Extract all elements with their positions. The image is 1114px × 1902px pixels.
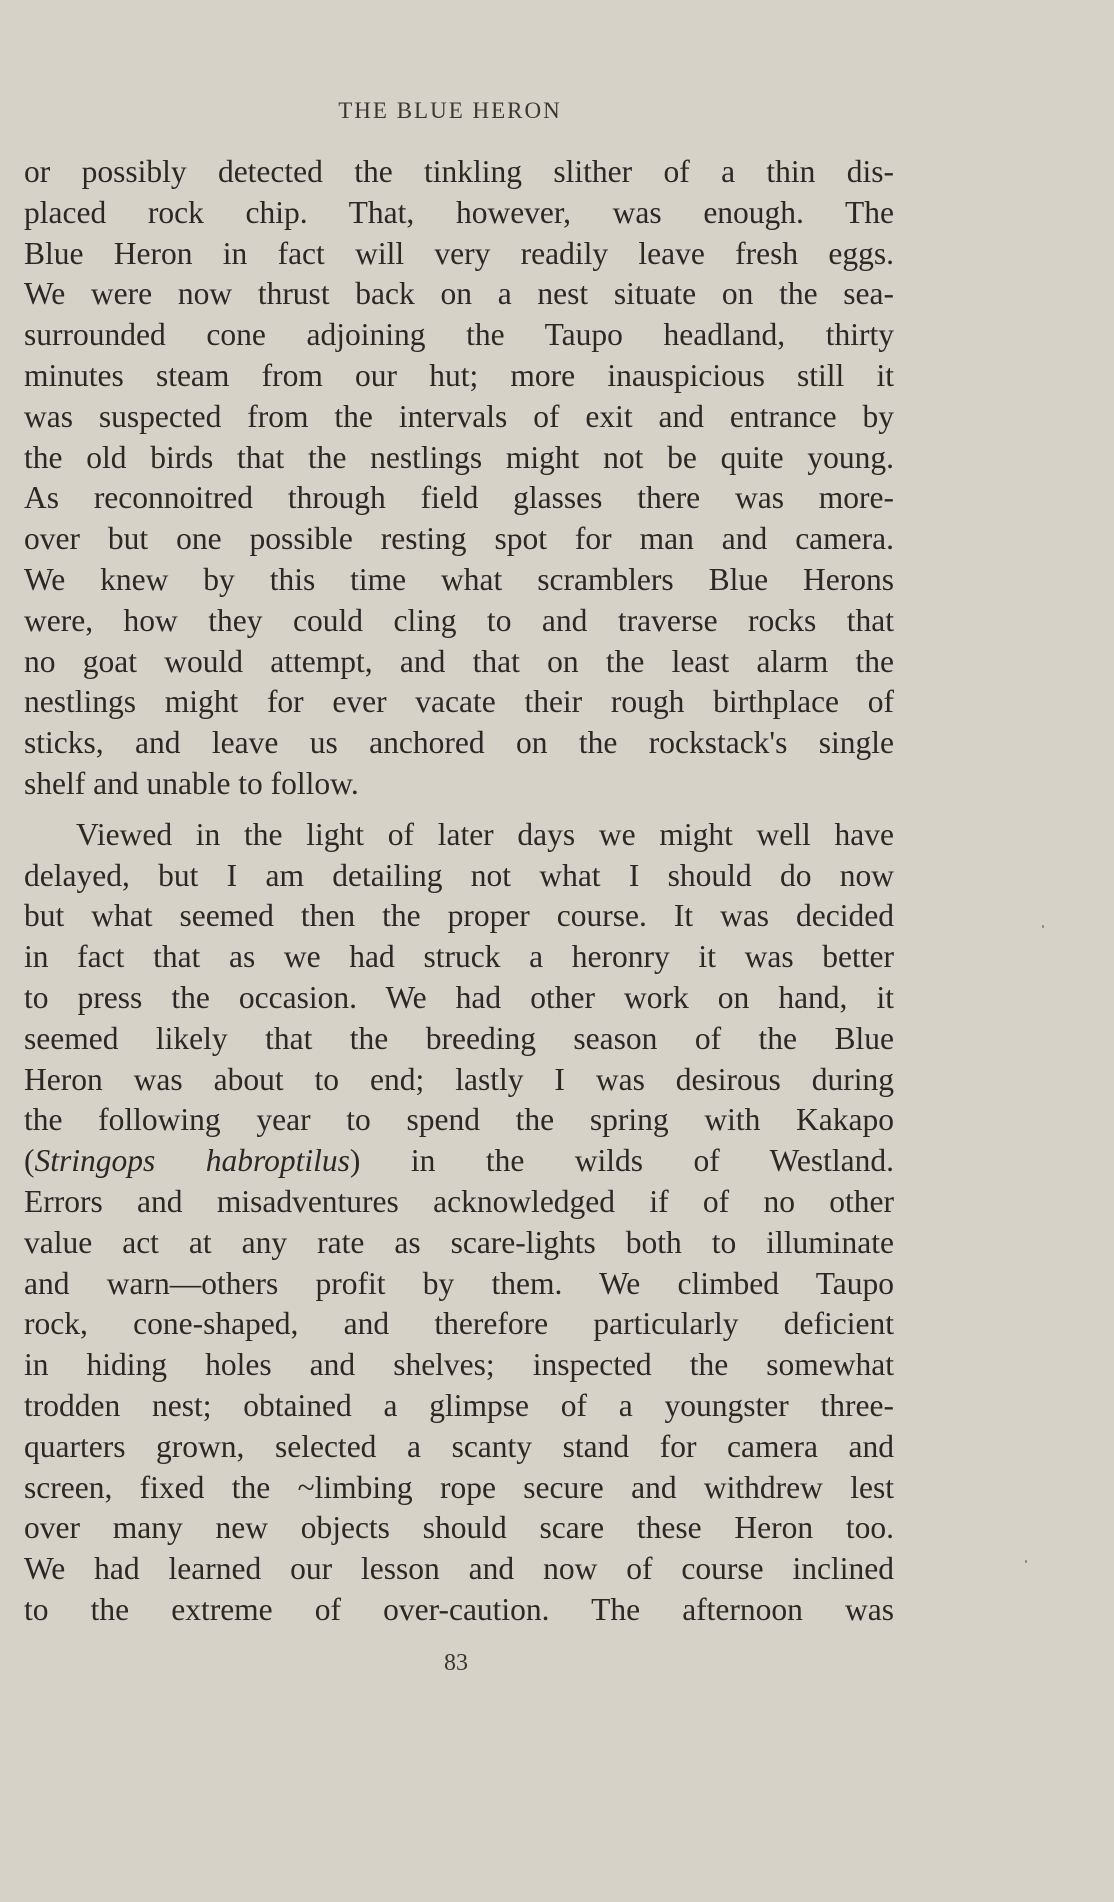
text-line: We had learned our lesson and now of course inclined xyxy=(24,1551,894,1587)
text-line: to the extreme of over-caution. The afternoon was xyxy=(24,1591,894,1627)
text-line: delayed, but I am detailing not what I should do now xyxy=(24,857,894,893)
text-line: the old birds that the nestlings might not be quite young. xyxy=(24,439,894,475)
paragraph-gap xyxy=(24,805,894,815)
text-line: We knew by this time what scramblers Blue Herons xyxy=(24,561,894,597)
text-line: in hiding holes and shelves; inspected the somewhat xyxy=(24,1347,894,1383)
text-line: to press the occasion. We had other work on hand, it xyxy=(24,979,894,1015)
text-line: trodden nest; obtained a glimpse of a youngster three- xyxy=(24,1387,894,1423)
text-line: seemed likely that the breeding season of the Blue xyxy=(24,1020,894,1056)
text-line: nestlings might for ever vacate their rough birthplace of xyxy=(24,684,894,720)
text-line: We were now thrust back on a nest situate on the sea- xyxy=(24,276,894,312)
text-line: Heron was about to end; lastly I was desirous during xyxy=(24,1061,894,1097)
line-rest: ) in the wilds of Westland. xyxy=(349,1143,894,1179)
paper-speck xyxy=(1025,1560,1027,1563)
text-line: no goat would attempt, and that on the least alarm the xyxy=(24,643,894,679)
text-line: rock, cone-shaped, and therefore particularly deficient xyxy=(24,1306,894,1342)
text-line: minutes steam from our hut; more inauspicious still it xyxy=(24,357,894,393)
text-line: Blue Heron in fact will very readily leave fresh eggs. xyxy=(24,235,894,271)
paren-open: ( xyxy=(24,1143,35,1179)
text-line: and warn—others profit by them. We climbed Taupo xyxy=(24,1265,894,1301)
text-line: surrounded cone adjoining the Taupo headland, thirty xyxy=(24,317,894,353)
text-line: in fact that as we had struck a heronry it was better xyxy=(24,939,894,975)
paragraph-1 xyxy=(24,152,894,805)
paper-speck xyxy=(1042,925,1044,928)
text-line: but what seemed then the proper course. It was decided xyxy=(24,898,894,934)
text-line: Errors and misadventures acknowledged if of no other xyxy=(24,1183,894,1219)
species-name: Stringops habroptilus xyxy=(34,1143,350,1179)
text-line: sticks, and leave us anchored on the rockstack's single xyxy=(24,725,894,761)
text-line: placed rock chip. That, however, was enough. The xyxy=(24,194,894,230)
page-number: 83 xyxy=(444,1650,468,1676)
text-line: screen, fixed the ~limbing rope secure and withdrew lest xyxy=(24,1469,894,1505)
running-head: THE BLUE HERON xyxy=(338,98,562,123)
text-line: Viewed in the light of later days we might well have xyxy=(76,816,894,852)
text-line: value act at any rate as scare-lights both to illuminate xyxy=(24,1224,894,1260)
text-line: shelf and unable to follow. xyxy=(24,765,359,801)
paragraph-2 xyxy=(24,815,894,1631)
text-line: over many new objects should scare these Heron too. xyxy=(24,1510,894,1546)
text-line: was suspected from the intervals of exit and entrance by xyxy=(24,398,894,434)
text-line: or possibly detected the tinkling slither of a thin dis- xyxy=(24,154,894,189)
text-line: quarters grown, selected a scanty stand for camera and xyxy=(24,1428,894,1464)
text-line: the following year to spend the spring with Kakapo xyxy=(24,1102,894,1138)
text-line: were, how they could cling to and traverse rocks that xyxy=(24,602,894,638)
text-line: over but one possible resting spot for man and camera. xyxy=(24,521,894,557)
text-line-species-name xyxy=(24,1141,894,1182)
text-line: As reconnoitred through field glasses there was more- xyxy=(24,480,894,516)
body-text xyxy=(24,152,894,1631)
